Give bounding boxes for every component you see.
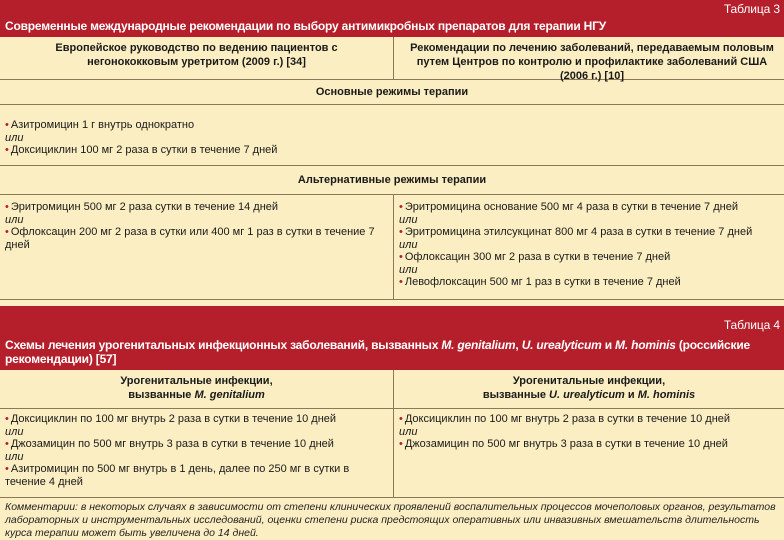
or-label: или xyxy=(399,263,418,276)
list-item: • Доксициклин 100 мг 2 раза в сутки в течение 7 дней xyxy=(5,144,779,157)
table4-header xyxy=(0,306,784,370)
table4-right xyxy=(393,409,784,497)
table4-col2-head xyxy=(393,370,784,408)
or-label: или xyxy=(5,131,24,144)
table4-col1-head xyxy=(0,370,393,408)
col-head-part: вызванные xyxy=(482,389,550,401)
col-head-part: M. hominis xyxy=(637,389,696,401)
or-label: или xyxy=(399,425,418,438)
table3-col2-head: Рекомендации по лечению заболеваний, передаваемым половым путем Центров по контролю и профилактике заболеваний США (2006 г.) [10] xyxy=(393,37,784,79)
table4-title xyxy=(0,338,775,366)
title-part: M. hominis xyxy=(615,338,676,352)
or-label: или xyxy=(5,425,24,438)
col-head-part: M. genitalium xyxy=(194,389,265,401)
list-item: • Офлоксацин 200 мг 2 раза в сутки или 400 мг 1 раз в сутки в течение 7 дней xyxy=(5,226,388,251)
table3-main-list xyxy=(0,105,784,166)
table3-alt-row xyxy=(0,195,784,300)
table3-col1-head: Европейское руководство по ведению пациентов с негонококковым уретритом (2009 г.) [34] xyxy=(55,42,338,68)
list-item: • Доксициклин по 100 мг внутрь 2 раза в сутки в течение 10 дней xyxy=(5,413,388,426)
col-head-part: U. urealyticum xyxy=(549,389,625,401)
title-part: M. genitalium xyxy=(441,338,516,352)
table4-column-headers xyxy=(0,370,784,409)
col-head-part: и xyxy=(624,389,638,401)
table3-number: Таблица 3 xyxy=(723,2,780,16)
title-part: Схемы лечения урогенитальных инфекционных заболеваний, вызванных xyxy=(5,338,442,352)
list-item: • Левофлоксацин 500 мг 1 раз в сутки в течение 7 дней xyxy=(399,276,779,289)
or-label: или xyxy=(5,213,24,226)
list-item: • Офлоксацин 300 мг 2 раза в сутки в течение 7 дней xyxy=(399,251,779,264)
title-part: U. urealyticum xyxy=(521,338,602,352)
col-head-part: вызванные xyxy=(128,389,195,401)
table3-column-headers xyxy=(0,37,784,80)
or-label: или xyxy=(399,238,418,251)
title-part: и xyxy=(601,338,616,352)
table3-title: Современные международные рекомендации по выбору антимикробных препаратов для терапии НГУ xyxy=(5,19,606,33)
table3-alt-section: Альтернативные режимы терапии xyxy=(0,166,784,195)
list-item: • Джозамицин по 500 мг внутрь 3 раза в сутки в течение 10 дней xyxy=(5,438,388,451)
list-item: • Эритромицин 500 мг 2 раза сутки в течение 14 дней xyxy=(5,201,388,214)
title-part: , xyxy=(515,338,522,352)
table3-alt-left xyxy=(0,195,393,299)
list-item: • Азитромицин по 500 мг внутрь в 1 день, далее по 250 мг в сутки в течение 4 дней xyxy=(5,463,388,488)
list-item: • Азитромицин 1 г внутрь однократно xyxy=(5,119,779,132)
table3-main-section: Основные режимы терапии xyxy=(0,80,784,105)
table4-body-row xyxy=(0,409,784,498)
col-head-line xyxy=(0,388,393,402)
list-item: • Доксициклин по 100 мг внутрь 2 раза в сутки в течение 10 дней xyxy=(399,413,779,426)
col-head-line xyxy=(394,388,784,402)
table4-comment: Комментарии: в некоторых случаях в зависимости от степени клинических проявлений воспалительных процессов мочеполовых органов, результатов лабораторных и инструментальных исследований, оценки степени риска предстоящих оперативных или инвазивных вмешательств длительность курса терапии может быть увеличена до 14 дней. xyxy=(5,501,776,539)
or-label: или xyxy=(5,450,24,463)
list-item: • Эритромицина основание 500 мг 4 раза в сутки в течение 7 дней xyxy=(399,201,779,214)
list-item: • Джозамицин по 500 мг внутрь 3 раза в сутки в течение 10 дней xyxy=(399,438,779,451)
list-item: • Эритромицина этилсукцинат 800 мг 4 раза в сутки в течение 7 дней xyxy=(399,226,779,239)
table3-alt-right xyxy=(393,195,784,299)
table4-number: Таблица 4 xyxy=(723,318,780,332)
or-label: или xyxy=(399,213,418,226)
table4-left xyxy=(0,409,393,497)
col-head-line: Урогенитальные инфекции, xyxy=(512,375,666,387)
title-part: (российские рекомендации) [57] xyxy=(5,338,750,366)
table3-header xyxy=(0,0,784,37)
col-head-line: Урогенитальные инфекции, xyxy=(120,375,273,387)
